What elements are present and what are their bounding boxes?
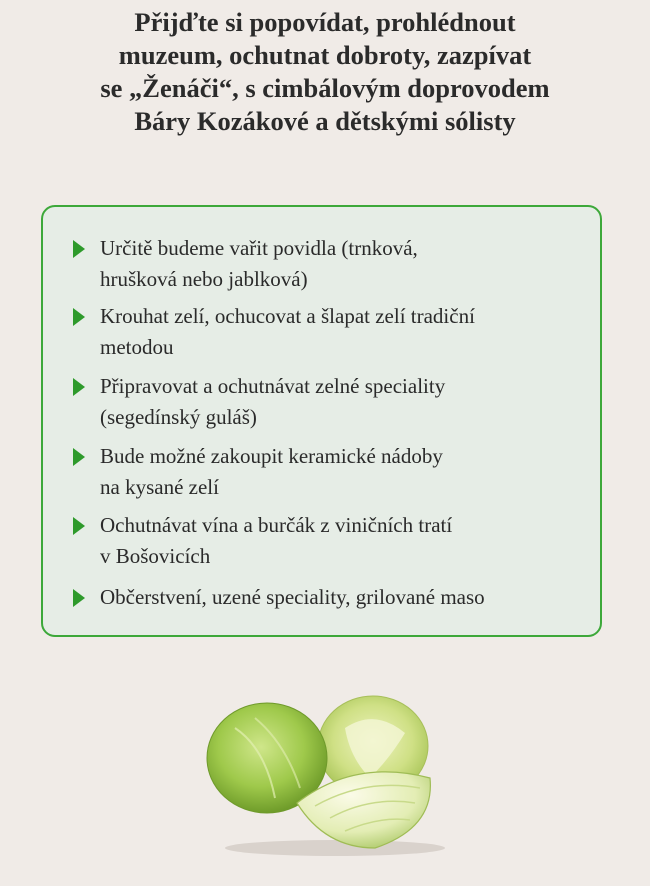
triangle-bullet-icon bbox=[73, 308, 85, 326]
cabbage-illustration bbox=[205, 688, 455, 858]
list-item-line: v Bošovicích bbox=[100, 544, 211, 568]
list-item-line: Bude možné zakoupit keramické nádoby bbox=[100, 444, 443, 468]
triangle-bullet-icon bbox=[73, 448, 85, 466]
intro-line: Přijďte si popovídat, prohlédnout bbox=[134, 7, 516, 37]
triangle-bullet-icon bbox=[73, 378, 85, 396]
intro-line: Báry Kozákové a dětskými sólisty bbox=[134, 106, 516, 136]
list-item bbox=[73, 371, 593, 433]
list-item-line: Určitě budeme vařit povidla (trnková, bbox=[100, 236, 418, 260]
list-item bbox=[73, 582, 593, 613]
triangle-bullet-icon bbox=[73, 589, 85, 607]
list-item-line: Občerstvení, uzené speciality, grilované maso bbox=[100, 585, 485, 609]
intro-line: muzeum, ochutnat dobroty, zazpívat bbox=[118, 40, 532, 70]
intro-heading bbox=[20, 6, 630, 138]
list-item-line: na kysané zelí bbox=[100, 475, 219, 499]
activities-box bbox=[41, 205, 602, 637]
list-item-line: metodou bbox=[100, 335, 174, 359]
triangle-bullet-icon bbox=[73, 240, 85, 258]
list-item-line: (segedínský guláš) bbox=[100, 405, 257, 429]
list-item-line: Připravovat a ochutnávat zelné speciality bbox=[100, 374, 446, 398]
cabbage-shadow bbox=[225, 840, 445, 856]
list-item-line: hrušková nebo jablková) bbox=[100, 267, 308, 291]
list-item bbox=[73, 233, 593, 295]
triangle-bullet-icon bbox=[73, 517, 85, 535]
list-item bbox=[73, 510, 593, 572]
list-item-line: Krouhat zelí, ochucovat a šlapat zelí tradiční bbox=[100, 304, 475, 328]
intro-line: se „Ženáči“, s cimbálovým doprovodem bbox=[100, 73, 550, 103]
list-item bbox=[73, 441, 593, 503]
list-item-line: Ochutnávat vína a burčák z viničních tratí bbox=[100, 513, 453, 537]
list-item bbox=[73, 301, 593, 363]
